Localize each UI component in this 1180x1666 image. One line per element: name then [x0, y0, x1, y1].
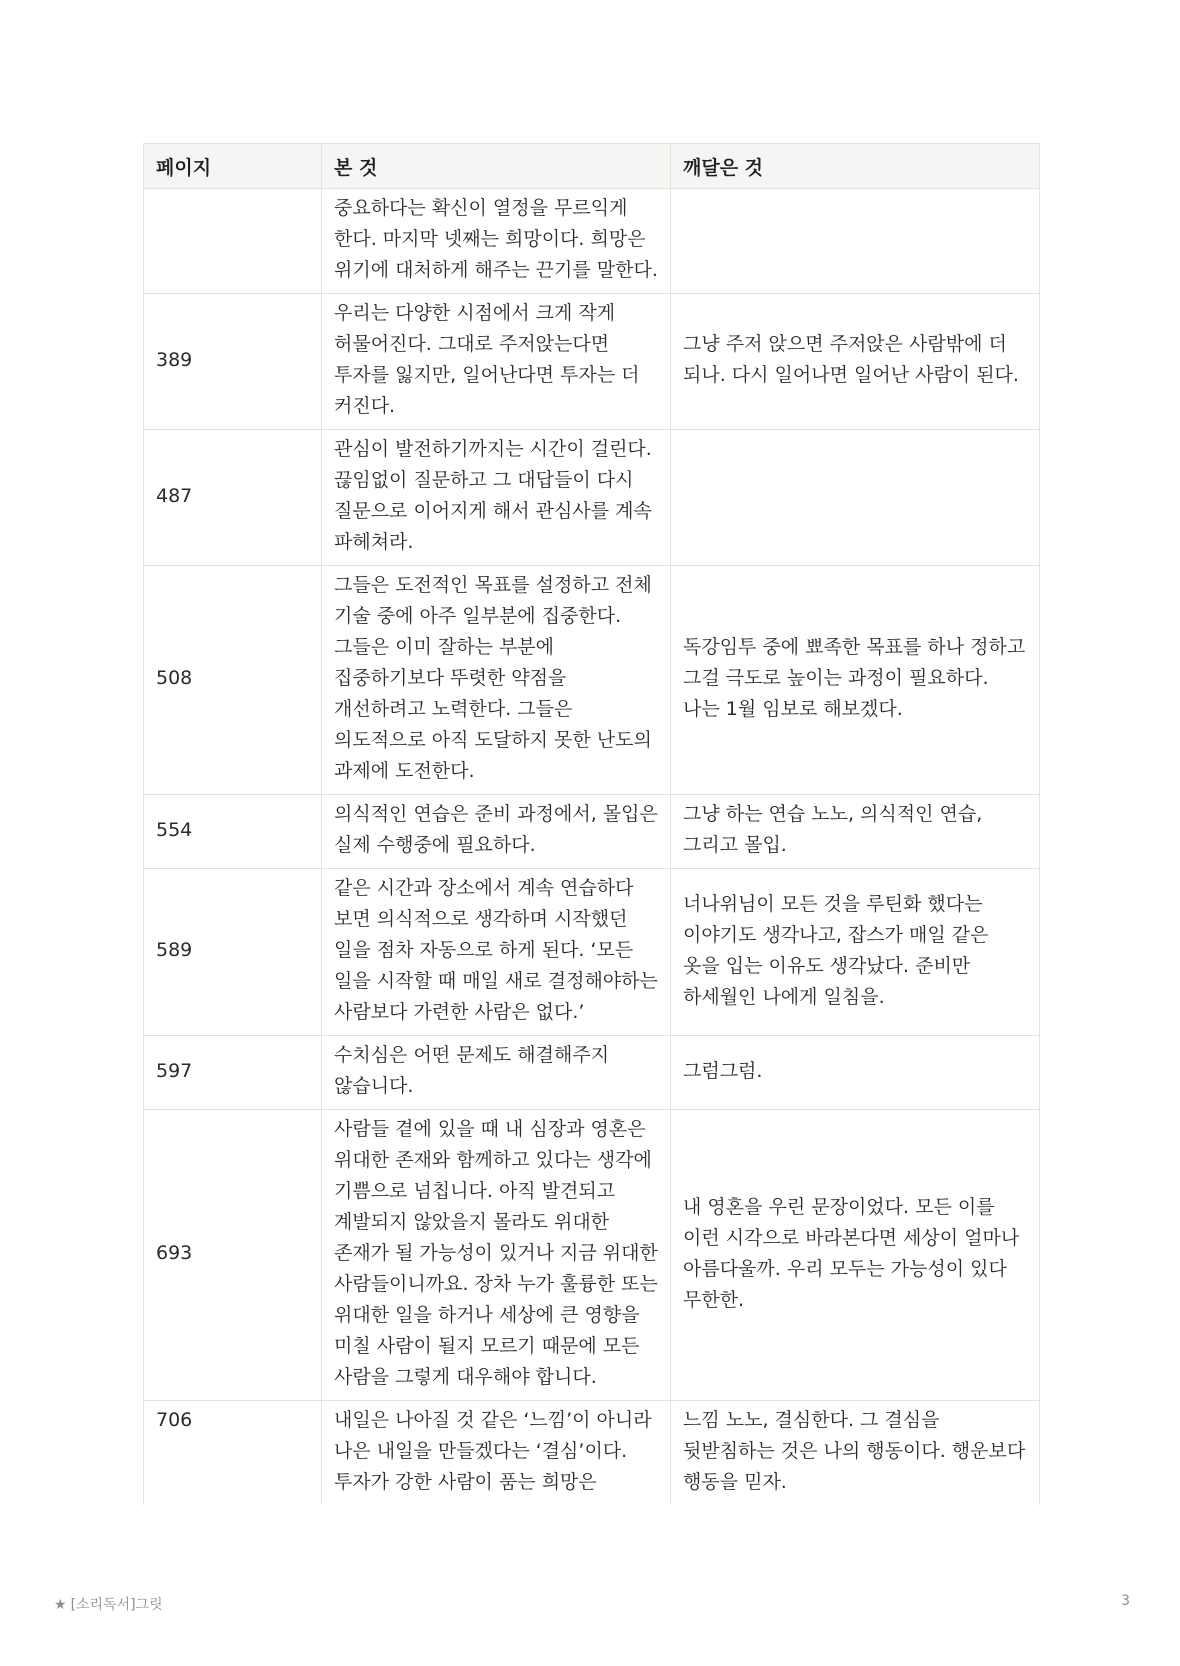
cell-seen: 우리는 다양한 시점에서 크게 작게 허물어진다. 그대로 주저앉는다면 투자를 잃지만, 일어난다면 투자는 더 커진다. — [322, 294, 671, 430]
header-seen: 본 것 — [322, 144, 671, 189]
table-row — [144, 566, 1040, 795]
cell-realized: 그냥 주저 앉으면 주저앉은 사람밖에 더 되나. 다시 일어나면 일어난 사람이 된다. — [671, 294, 1040, 430]
cell-seen: 관심이 발전하기까지는 시간이 걸린다. 끊임없이 질문하고 그 대답들이 다시 질문으로 이어지게 해서 관심사를 계속 파헤쳐라. — [322, 430, 671, 566]
cell-realized: 독강임투 중에 뾰족한 목표를 하나 정하고 그걸 극도로 높이는 과정이 필요하다. 나는 1월 임보로 해보겠다. — [671, 566, 1040, 795]
cell-page: 554 — [144, 795, 322, 869]
cell-page: 597 — [144, 1036, 322, 1110]
table-row — [144, 1036, 1040, 1110]
table-row — [144, 189, 1040, 294]
cell-seen: 수치심은 어떤 문제도 해결해주지 않습니다. — [322, 1036, 671, 1110]
cell-page: 389 — [144, 294, 322, 430]
table-row — [144, 1110, 1040, 1401]
cell-page: 589 — [144, 869, 322, 1036]
table-row — [144, 795, 1040, 869]
cell-page: 508 — [144, 566, 322, 795]
cell-page — [144, 189, 322, 294]
cell-page: 706 — [144, 1401, 322, 1506]
page-number: 3 — [1121, 1593, 1130, 1609]
reading-notes-table — [143, 143, 1040, 1505]
footer-document-title: [소리독서]그릿 — [70, 1597, 163, 1613]
table-row — [144, 430, 1040, 566]
notes-table-wrapper — [143, 143, 1039, 1505]
table-row — [144, 869, 1040, 1036]
cell-page: 487 — [144, 430, 322, 566]
cell-realized: 그럼그럼. — [671, 1036, 1040, 1110]
cell-seen: 중요하다는 확신이 열정을 무르익게 한다. 마지막 넷째는 희망이다. 희망은 위기에 대처하게 해주는 끈기를 말한다. — [322, 189, 671, 294]
cell-realized: 그냥 하는 연습 노노, 의식적인 연습, 그리고 몰입. — [671, 795, 1040, 869]
cell-realized — [671, 189, 1040, 294]
footer-title — [54, 1594, 163, 1614]
cell-realized — [671, 430, 1040, 566]
header-page: 페이지 — [144, 144, 322, 189]
cell-seen: 의식적인 연습은 준비 과정에서, 몰입은 실제 수행중에 필요하다. — [322, 795, 671, 869]
cell-realized: 너나위님이 모든 것을 루틴화 했다는 이야기도 생각나고, 잡스가 매일 같은 옷을 입는 이유도 생각났다. 준비만 하세월인 나에게 일침을. — [671, 869, 1040, 1036]
cell-seen: 같은 시간과 장소에서 계속 연습하다 보면 의식적으로 생각하며 시작했던 일을 점차 자동으로 하게 된다. ‘모든 일을 시작할 때 매일 새로 결정해야하는 사람보다 가련한 사람은 없다.’ — [322, 869, 671, 1036]
cell-realized: 느낌 노노, 결심한다. 그 결심을 뒷받침하는 것은 나의 행동이다. 행운보다 행동을 믿자. — [671, 1401, 1040, 1506]
table-header-row — [144, 144, 1040, 189]
cell-seen: 그들은 도전적인 목표를 설정하고 전체 기술 중에 아주 일부분에 집중한다. 그들은 이미 잘하는 부분에 집중하기보다 뚜렷한 약점을 개선하려고 노력한다. 그들은 의도적으로 아직 도달하지 못한 난도의 과제에 도전한다. — [322, 566, 671, 795]
star-icon: ★ — [54, 1597, 67, 1613]
table-row — [144, 1401, 1040, 1506]
cell-seen: 내일은 나아질 것 같은 ‘느낌’이 아니라 나은 내일을 만들겠다는 ‘결심’이다. 투자가 강한 사람이 품는 희망은 — [322, 1401, 671, 1506]
cell-realized: 내 영혼을 우린 문장이었다. 모든 이를 이런 시각으로 바라본다면 세상이 얼마나 아름다울까. 우리 모두는 가능성이 있다 무한한. — [671, 1110, 1040, 1401]
header-realized: 깨달은 것 — [671, 144, 1040, 189]
cell-page: 693 — [144, 1110, 322, 1401]
cell-seen: 사람들 곁에 있을 때 내 심장과 영혼은 위대한 존재와 함께하고 있다는 생각에 기쁨으로 넘칩니다. 아직 발견되고 계발되지 않았을지 몰라도 위대한 존재가 될 가능성이 있거나 지금 위대한 사람들이니까요. 장차 누가 훌륭한 또는 위대한 일을 하거나 세상에 큰 영향을 미칠 사람이 될지 모르기 때문에 모든 사람을 그렇게 대우해야 합니다. — [322, 1110, 671, 1401]
table-row — [144, 294, 1040, 430]
